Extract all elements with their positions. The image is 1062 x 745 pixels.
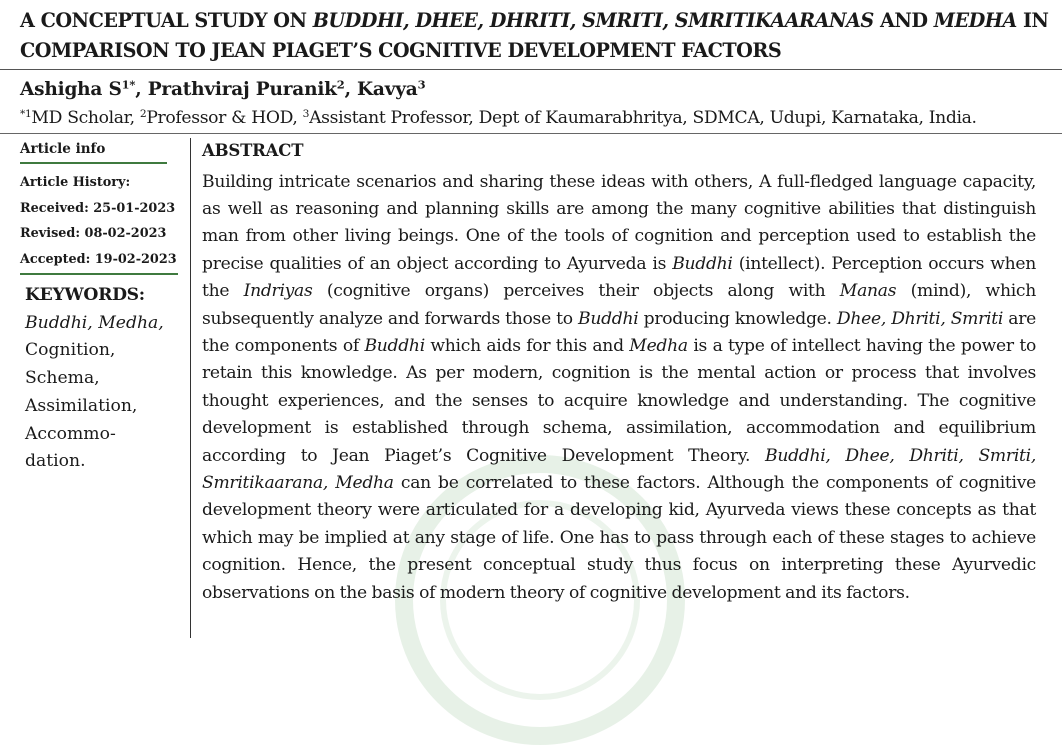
abstract-text: can be correlated to these factors. Although the components of cognitive development theory were articulated for a developing kid, Ayurveda views these concepts as that which may be implied at any stage of life. One has to pass through each of these stages to achieve cognition. Hence, the present conceptual study thus focus on interpreting these Ayurvedic observations on the basis of modern theory of cognitive development and its factors. <box>202 472 1037 603</box>
article-info-heading: Article info <box>20 141 106 157</box>
abstract-term: Buddhi <box>364 335 425 356</box>
abstract-text: is a type of intellect having the power to retain this knowledge. As per modern, cognition is the mental action or process that involves thought experiences, and the senses to acquire knowledge and understanding. The cognitive development is established through schema, assimilation, accommodation and equilibrium according to Jean Piaget’s Cognitive Development Theory. <box>202 335 1036 466</box>
abstract-term: Buddhi, Dhee, Dhriti, Smriti, Smritikaarana, Medha <box>202 445 1037 493</box>
abstract-text: (mind), which subsequently analyze and forwards those to <box>202 281 1036 329</box>
title-text-italic: BUDDHI, DHEE, DHRITI, SMRITI, SMRITIKAARANAS <box>312 9 874 32</box>
keywords-heading: KEYWORDS: <box>25 285 145 305</box>
abstract-term: Buddhi <box>578 308 639 329</box>
affiliation-mark: 2 <box>139 107 147 121</box>
author-name: Prathviraj Puranik <box>147 79 337 100</box>
title-text-italic: MEDHA <box>933 9 1017 32</box>
title-text: A CONCEPTUAL STUDY ON <box>20 9 313 32</box>
keyword-item: dation. <box>25 451 86 472</box>
accepted-date: Accepted: 19-02-2023 <box>20 251 177 267</box>
abstract-text: (cognitive organs) perceives their objects along with <box>312 281 840 302</box>
abstract-term: Manas <box>839 281 897 302</box>
author-list <box>20 77 425 103</box>
author-name: Ashigha S <box>20 79 122 100</box>
revised-date: Revised: 08-02-2023 <box>20 226 167 241</box>
divider <box>0 133 1062 134</box>
author-mark: 1* <box>121 77 136 92</box>
abstract-text: Building intricate scenarios and sharing these ideas with others, A full-fledged language capacity, as well as reasoning and planning skills are among the many cognitive abilities that distinguish man from other living beings. One of the tools of cognition and perception used to establish the precise qualities of an object according to Ayurveda is <box>202 171 1036 274</box>
keyword-item: Assimilation, <box>25 395 138 416</box>
abstract-text: producing knowledge. <box>638 308 837 329</box>
abstract-term: Buddhi <box>672 253 733 274</box>
divider <box>0 69 1062 70</box>
author-name: Kavya <box>357 79 418 100</box>
title-text: IN <box>1016 9 1049 32</box>
abstract-text: which aids for this and <box>424 335 630 356</box>
keyword-item <box>25 310 175 338</box>
article-info-panel <box>20 138 180 275</box>
affiliation-text: Assistant Professor, Dept of Kaumarabhritya, SDMCA, Udupi, Karnataka, India. <box>309 108 977 128</box>
received-date: Received: 25-01-2023 <box>20 200 176 216</box>
abstract-term: Medha <box>629 335 688 356</box>
affiliation-mark: *1 <box>20 107 32 121</box>
affiliation-text: Professor & HOD, <box>146 108 303 128</box>
abstract-term: Indriyas <box>243 281 313 302</box>
green-divider <box>20 273 178 275</box>
paper-title <box>20 6 1050 66</box>
keywords-panel <box>25 282 175 476</box>
title-text: AND <box>873 9 934 32</box>
author-separator: , <box>135 79 148 100</box>
abstract-text: (intellect). Perception occurs when the <box>202 253 1036 302</box>
author-mark: 2 <box>336 77 345 92</box>
keyword-item: Cognition, <box>25 340 116 361</box>
abstract-heading: ABSTRACT <box>202 141 304 160</box>
abstract-term: Dhee, Dhriti, Smriti <box>836 308 1004 329</box>
abstract-text: are the components of <box>202 308 1036 356</box>
title-line-2: COMPARISON TO JEAN PIAGET’S COGNITIVE DEVELOPMENT FACTORS <box>20 39 782 62</box>
abstract-body <box>202 169 1036 608</box>
green-divider <box>20 162 167 164</box>
affiliation-text: MD Scholar, <box>31 108 140 128</box>
keyword-item: Schema, <box>25 368 100 389</box>
article-history-label: Article History: <box>20 175 131 190</box>
affiliation-mark: 3 <box>302 107 310 121</box>
keyword-item: Accommo- <box>25 423 116 444</box>
author-mark: 3 <box>417 77 426 92</box>
keyword-italic: Buddhi, Medha, <box>25 312 164 333</box>
column-divider <box>190 138 191 638</box>
title-line-1 <box>20 6 1050 36</box>
affiliations <box>20 106 977 130</box>
author-separator: , <box>344 79 358 100</box>
